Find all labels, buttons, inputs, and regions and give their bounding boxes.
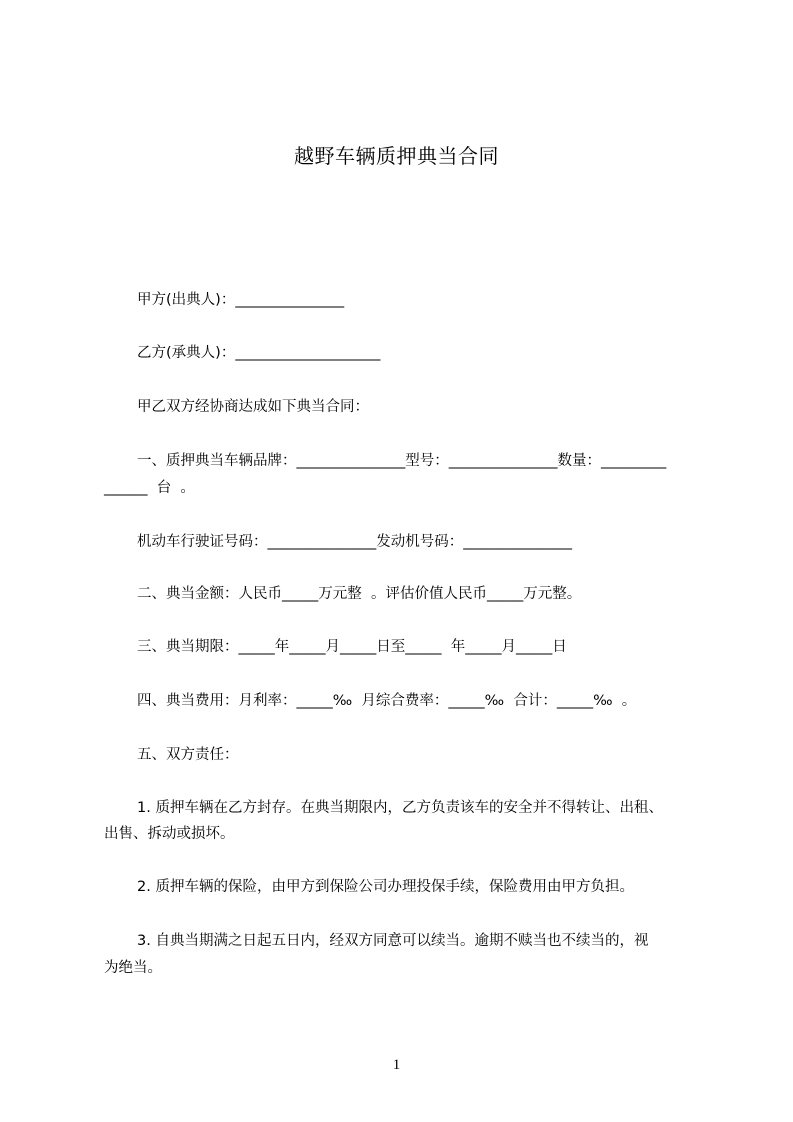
item1-line1: 一、质押典当车辆品牌：_______________型号：_______________数量：_________ — [137, 453, 667, 469]
item4-line: 四、典当费用：月利率：_____‰ 月综合费率：_____‰ 合计：_____‰ 。 — [137, 693, 637, 709]
clause2-line: 2. 质押车辆的保险，由甲方到保险公司办理投保手续，保险费用由甲方负担。 — [137, 879, 634, 895]
item1-line2: ______ 台 。 — [104, 480, 195, 496]
document-title: 越野车辆质押典当合同 — [294, 144, 499, 168]
item5-heading: 五、双方责任： — [137, 747, 239, 763]
clause1-line1: 1. 质押车辆在乙方封存。在典当期限内，乙方负责该车的安全并不得转让、出租、 — [137, 800, 663, 816]
item2-line: 二、典当金额：人民币_____万元整 。评估价值人民币_____万元整。 — [137, 586, 582, 602]
party-a-line: 甲方(出典人)：_______________ — [137, 292, 345, 308]
clause3-line2: 为绝当。 — [104, 960, 162, 976]
item3-line: 三、典当期限：_____年_____月_____日至_____ 年_____月_____日 — [137, 639, 567, 655]
party-b-line: 乙方(承典人)：____________________ — [137, 345, 381, 361]
vehicle-ids-line: 机动车行驶证号码：_______________发动机号码：_______________ — [137, 534, 572, 550]
clause1-line2: 出售、拆动或损坏。 — [104, 826, 235, 842]
clause3-line1: 3. 自典当期满之日起五日内，经双方同意可以续当。逾期不赎当也不续当的，视 — [137, 933, 649, 949]
page-number: 1 — [392, 1057, 401, 1073]
intro-line: 甲乙双方经协商达成如下典当合同： — [137, 399, 369, 415]
